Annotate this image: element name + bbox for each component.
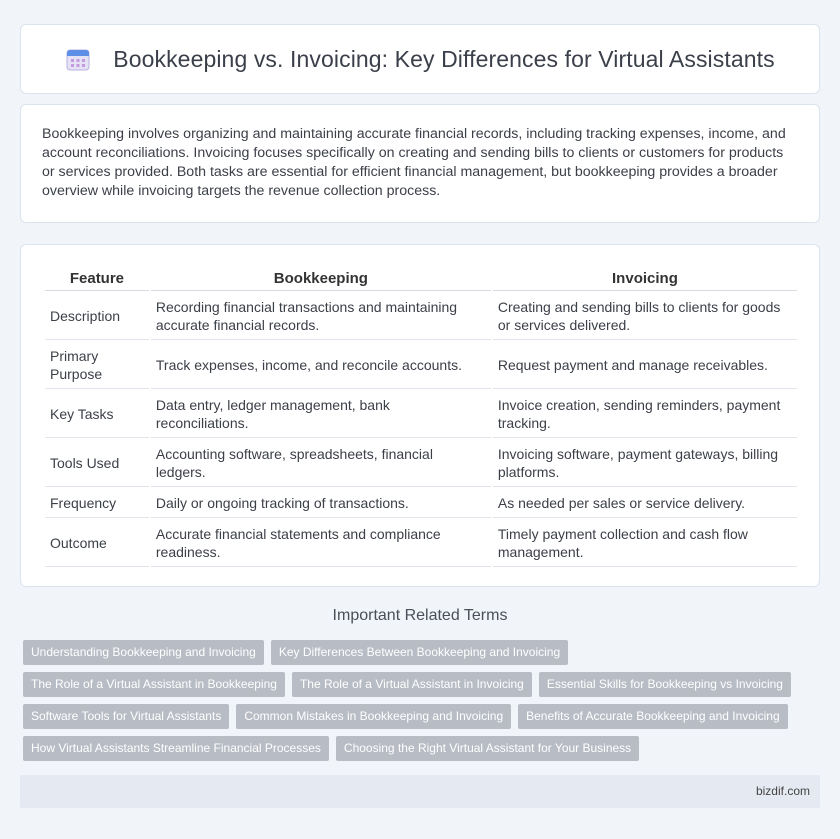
header-invoicing: Invoicing [493,267,797,291]
invoicing-cell: Request payment and manage receivables. [493,342,797,389]
calendar-icon [65,46,91,72]
page-title: Bookkeeping vs. Invoicing: Key Differences for Virtual Assistants [113,45,775,72]
page-header [20,24,820,94]
related-term-tag[interactable]: How Virtual Assistants Streamline Financial Processes [23,736,329,761]
feature-cell: Description [45,293,149,340]
comparison-card [20,244,820,587]
related-term-tag[interactable]: Key Differences Between Bookkeeping and Invoicing [271,640,568,665]
intro-section [20,104,820,223]
bookkeeping-cell: Accurate financial statements and compliance readiness. [151,520,491,567]
related-term-tag[interactable]: Software Tools for Virtual Assistants [23,704,229,729]
related-term-tag[interactable]: The Role of a Virtual Assistant in Invoicing [292,672,532,697]
invoicing-cell: Timely payment collection and cash flow management. [493,520,797,567]
related-term-tag[interactable]: The Role of a Virtual Assistant in Bookkeeping [23,672,285,697]
bookkeeping-cell: Accounting software, spreadsheets, financial ledgers. [151,440,491,487]
related-terms-list [23,640,823,768]
feature-cell: Key Tasks [45,391,149,438]
feature-cell: Outcome [45,520,149,567]
bookkeeping-cell: Daily or ongoing tracking of transactions. [151,489,491,518]
comparison-table [43,265,799,569]
bookkeeping-cell: Data entry, ledger management, bank reconciliations. [151,391,491,438]
invoicing-cell: As needed per sales or service delivery. [493,489,797,518]
related-term-tag[interactable]: Understanding Bookkeeping and Invoicing [23,640,264,665]
invoicing-cell: Invoicing software, payment gateways, billing platforms. [493,440,797,487]
bookkeeping-cell: Recording financial transactions and maintaining accurate financial records. [151,293,491,340]
bookkeeping-cell: Track expenses, income, and reconcile accounts. [151,342,491,389]
header-feature: Feature [45,267,149,291]
intro-text: Bookkeeping involves organizing and maintaining accurate financial records, including tracking expenses, income, and account reconciliations. Invoicing focuses specifically on creating and sending bills to clients or customers for products or services provided. Both tasks are essential for efficient financial management, but bookkeeping provides a broader overview while invoicing targets the revenue collection process. [42,126,786,199]
feature-cell: Frequency [45,489,149,518]
related-term-tag[interactable]: Common Mistakes in Bookkeeping and Invoicing [236,704,511,729]
invoicing-cell: Invoice creation, sending reminders, payment tracking. [493,391,797,438]
table-row [45,440,797,487]
table-row [45,293,797,340]
feature-cell: Tools Used [45,440,149,487]
related-term-tag[interactable]: Essential Skills for Bookkeeping vs Invoicing [539,672,791,697]
related-term-tag[interactable]: Benefits of Accurate Bookkeeping and Invoicing [518,704,788,729]
invoicing-cell: Creating and sending bills to clients for goods or services delivered. [493,293,797,340]
footer [20,775,820,808]
table-header-row [45,267,797,291]
table-row [45,520,797,567]
related-terms-title: Important Related Terms [332,607,508,624]
table-row [45,489,797,518]
site-link[interactable]: bizdif.com [755,784,810,798]
table-row [45,342,797,389]
feature-cell: Primary Purpose [45,342,149,389]
header-bookkeeping: Bookkeeping [151,267,491,291]
related-term-tag[interactable]: Choosing the Right Virtual Assistant for Your Business [336,736,639,761]
table-row [45,391,797,438]
